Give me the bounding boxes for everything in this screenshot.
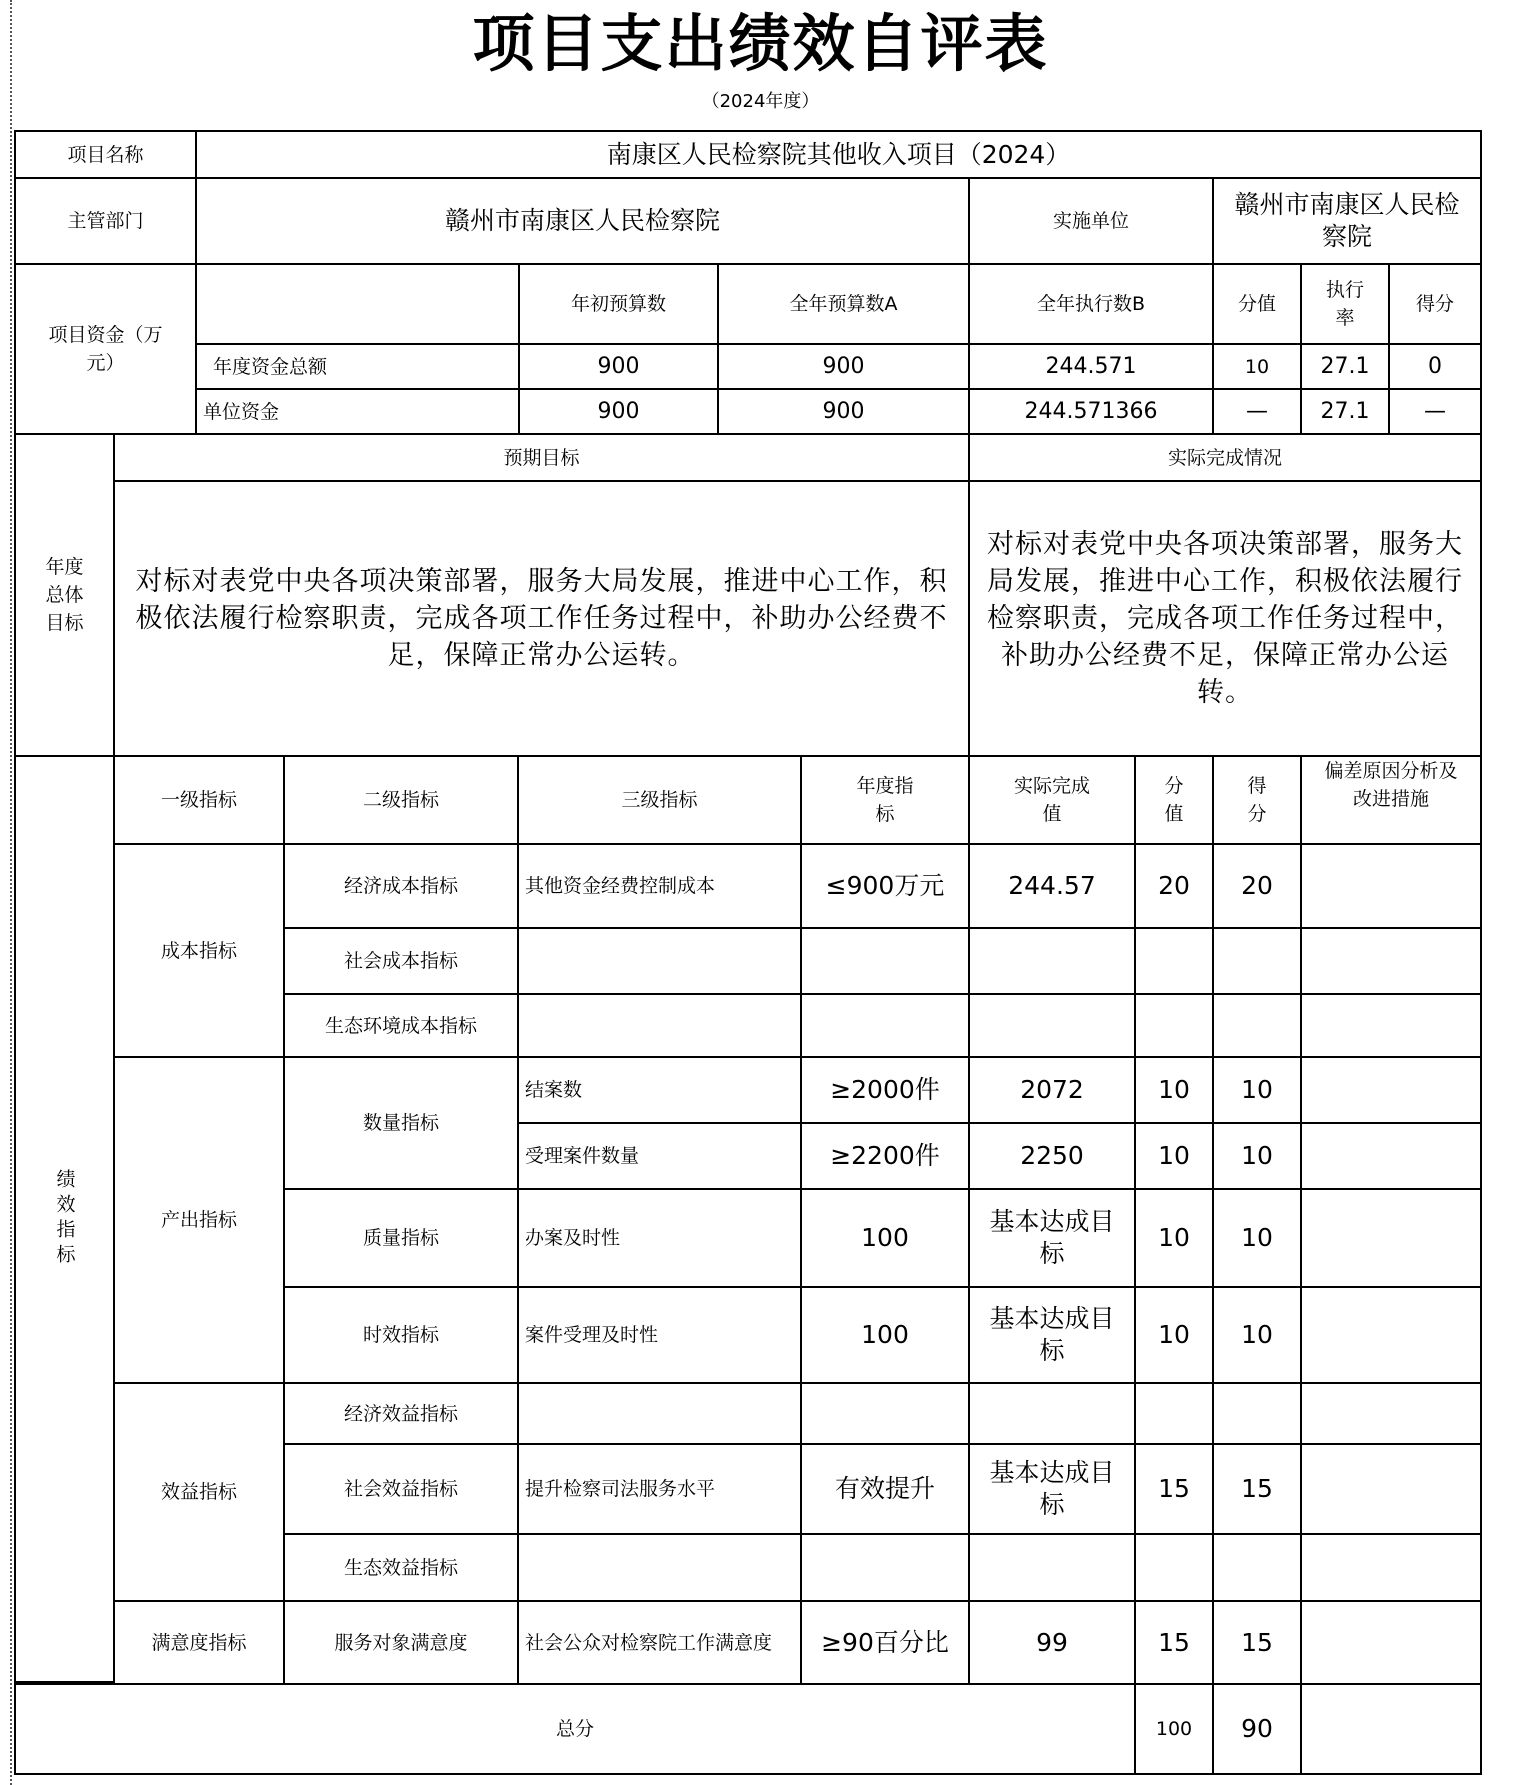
ind-level3 — [517, 1382, 802, 1445]
funds-header-executed: 全年执行数B — [968, 263, 1214, 345]
ind-header-level2: 二级指标 — [283, 755, 519, 845]
ind-level2: 经济成本指标 — [283, 843, 519, 929]
funds-row-total-weight: 10 — [1212, 343, 1302, 390]
ind-note — [1300, 1533, 1482, 1602]
ind-level2: 生态效益指标 — [283, 1533, 519, 1602]
funds-row-total-name: 年度资金总额 — [195, 343, 520, 390]
ind-actual — [968, 1382, 1136, 1445]
dept-value: 赣州市南康区人民检察院 — [195, 177, 970, 265]
ind-weight: 15 — [1134, 1443, 1214, 1535]
funds-header-score: 得分 — [1388, 263, 1482, 345]
ind-note — [1300, 1600, 1482, 1685]
ind-weight: 15 — [1134, 1600, 1214, 1685]
funds-row-total-score: 0 — [1388, 343, 1482, 390]
ind-level3: 社会公众对检察院工作满意度 — [517, 1600, 802, 1685]
ind-actual: 基本达成目标 — [968, 1443, 1136, 1535]
funds-header-rate: 执行率 — [1300, 263, 1390, 345]
ind-level1-cost: 成本指标 — [113, 843, 285, 1058]
ind-target: ≥90百分比 — [800, 1600, 970, 1685]
ind-weight: 10 — [1134, 1056, 1214, 1124]
ind-note — [1300, 1382, 1482, 1445]
ind-actual: 基本达成目标 — [968, 1188, 1136, 1288]
goals-actual-text: 对标对表党中央各项决策部署，服务大局发展，推进中心工作，积极依法履行检察职责，完成各项工作任务过程中，补助办公经费不足，保障正常办公运转。 — [968, 480, 1482, 757]
ind-score: 10 — [1212, 1122, 1302, 1190]
ind-score — [1212, 1382, 1302, 1445]
ind-note — [1300, 843, 1482, 929]
ind-header-target: 年度指标 — [800, 755, 970, 845]
ind-level3 — [517, 1533, 802, 1602]
ind-target — [800, 1533, 970, 1602]
ind-note — [1300, 1056, 1482, 1124]
ind-actual: 基本达成目标 — [968, 1286, 1136, 1384]
funds-row-unit-weight: — — [1212, 388, 1302, 435]
total-note — [1300, 1683, 1482, 1775]
ind-target: 有效提升 — [800, 1443, 970, 1535]
funds-row-unit-initial: 900 — [518, 388, 719, 435]
ind-score — [1212, 927, 1302, 995]
ind-level3 — [517, 927, 802, 995]
funds-row-total-rate: 27.1 — [1300, 343, 1390, 390]
ind-score: 10 — [1212, 1056, 1302, 1124]
ind-level1-satisfaction: 满意度指标 — [113, 1600, 285, 1685]
goals-expected-header: 预期目标 — [113, 433, 970, 482]
total-label: 总分 — [14, 1683, 1136, 1775]
goals-actual-header: 实际完成情况 — [968, 433, 1482, 482]
ind-weight — [1134, 993, 1214, 1058]
ind-level2: 生态环境成本指标 — [283, 993, 519, 1058]
ind-weight: 10 — [1134, 1286, 1214, 1384]
ind-score: 10 — [1212, 1286, 1302, 1384]
ind-score: 20 — [1212, 843, 1302, 929]
ind-header-score: 得分 — [1212, 755, 1302, 845]
ind-header-actual: 实际完成值 — [968, 755, 1136, 845]
funds-row-unit-score: — — [1388, 388, 1482, 435]
ind-level3 — [517, 993, 802, 1058]
ind-note — [1300, 993, 1482, 1058]
ind-level3: 提升检察司法服务水平 — [517, 1443, 802, 1535]
ind-header-level3: 三级指标 — [517, 755, 802, 845]
impl-unit-value: 赣州市南康区人民检察院 — [1212, 177, 1482, 265]
funds-header-blank — [195, 263, 520, 345]
ind-target: 100 — [800, 1188, 970, 1288]
ind-weight — [1134, 1533, 1214, 1602]
ind-target — [800, 927, 970, 995]
dept-label: 主管部门 — [14, 177, 197, 265]
funds-row-unit-executed: 244.571366 — [968, 388, 1214, 435]
impl-unit-label: 实施单位 — [968, 177, 1214, 265]
ind-actual: 2072 — [968, 1056, 1136, 1124]
ind-actual — [968, 927, 1136, 995]
ind-note — [1300, 1122, 1482, 1190]
ind-note — [1300, 927, 1482, 995]
ind-target — [800, 1382, 970, 1445]
ind-header-level1: 一级指标 — [113, 755, 285, 845]
funds-row-unit-name: 单位资金 — [195, 388, 520, 435]
ind-header-deviation: 偏差原因分析及改进措施 — [1300, 755, 1482, 845]
funds-label: 项目资金（万元） — [14, 263, 197, 435]
ind-score: 15 — [1212, 1600, 1302, 1685]
funds-row-total-annual: 900 — [717, 343, 970, 390]
ind-header-weight: 分值 — [1134, 755, 1214, 845]
ind-level2: 服务对象满意度 — [283, 1600, 519, 1685]
ind-level2: 社会成本指标 — [283, 927, 519, 995]
page-subtitle: （2024年度） — [701, 91, 820, 112]
funds-header-weight: 分值 — [1212, 263, 1302, 345]
ind-target: ≥2200件 — [800, 1122, 970, 1190]
ind-level3: 结案数 — [517, 1056, 802, 1124]
goals-label: 年度总体目标 — [14, 433, 115, 757]
ind-level1-benefit: 效益指标 — [113, 1382, 285, 1602]
ind-score — [1212, 1533, 1302, 1602]
ind-weight — [1134, 927, 1214, 995]
ind-target: ≤900万元 — [800, 843, 970, 929]
ind-weight — [1134, 1382, 1214, 1445]
ind-note — [1300, 1443, 1482, 1535]
ind-score: 15 — [1212, 1443, 1302, 1535]
ind-level2: 数量指标 — [283, 1056, 519, 1190]
ind-actual: 99 — [968, 1600, 1136, 1685]
ind-target: 100 — [800, 1286, 970, 1384]
funds-row-unit-rate: 27.1 — [1300, 388, 1390, 435]
ind-level1-output: 产出指标 — [113, 1056, 285, 1384]
ind-actual — [968, 993, 1136, 1058]
project-name-label: 项目名称 — [14, 130, 197, 179]
funds-row-total-initial: 900 — [518, 343, 719, 390]
ind-weight: 10 — [1134, 1188, 1214, 1288]
funds-row-total-executed: 244.571 — [968, 343, 1214, 390]
ind-weight: 20 — [1134, 843, 1214, 929]
funds-header-annual: 全年预算数A — [717, 263, 970, 345]
total-weight: 100 — [1134, 1683, 1214, 1775]
ind-target — [800, 993, 970, 1058]
ind-score — [1212, 993, 1302, 1058]
funds-header-initial: 年初预算数 — [518, 263, 719, 345]
funds-row-unit-annual: 900 — [717, 388, 970, 435]
ind-level2: 经济效益指标 — [283, 1382, 519, 1445]
ind-level2: 质量指标 — [283, 1188, 519, 1288]
ind-level2: 社会效益指标 — [283, 1443, 519, 1535]
ind-note — [1300, 1286, 1482, 1384]
total-score: 90 — [1212, 1683, 1302, 1775]
ind-weight: 10 — [1134, 1122, 1214, 1190]
ind-actual: 2250 — [968, 1122, 1136, 1190]
ind-actual: 244.57 — [968, 843, 1136, 929]
ind-level3: 办案及时性 — [517, 1188, 802, 1288]
ind-actual — [968, 1533, 1136, 1602]
indicators-label: 绩效指标 — [14, 755, 115, 1683]
ind-level3: 案件受理及时性 — [517, 1286, 802, 1384]
ind-level2: 时效指标 — [283, 1286, 519, 1384]
ind-note — [1300, 1188, 1482, 1288]
page-margin-line — [10, 0, 12, 1785]
ind-level3: 受理案件数量 — [517, 1122, 802, 1190]
ind-target: ≥2000件 — [800, 1056, 970, 1124]
ind-score: 10 — [1212, 1188, 1302, 1288]
page-title: 项目支出绩效自评表 — [472, 7, 1049, 80]
ind-level3: 其他资金经费控制成本 — [517, 843, 802, 929]
project-name-value: 南康区人民检察院其他收入项目（2024） — [195, 130, 1482, 179]
goals-expected-text: 对标对表党中央各项决策部署，服务大局发展，推进中心工作，积极依法履行检察职责，完成各项工作任务过程中，补助办公经费不足，保障正常办公运转。 — [113, 480, 970, 757]
